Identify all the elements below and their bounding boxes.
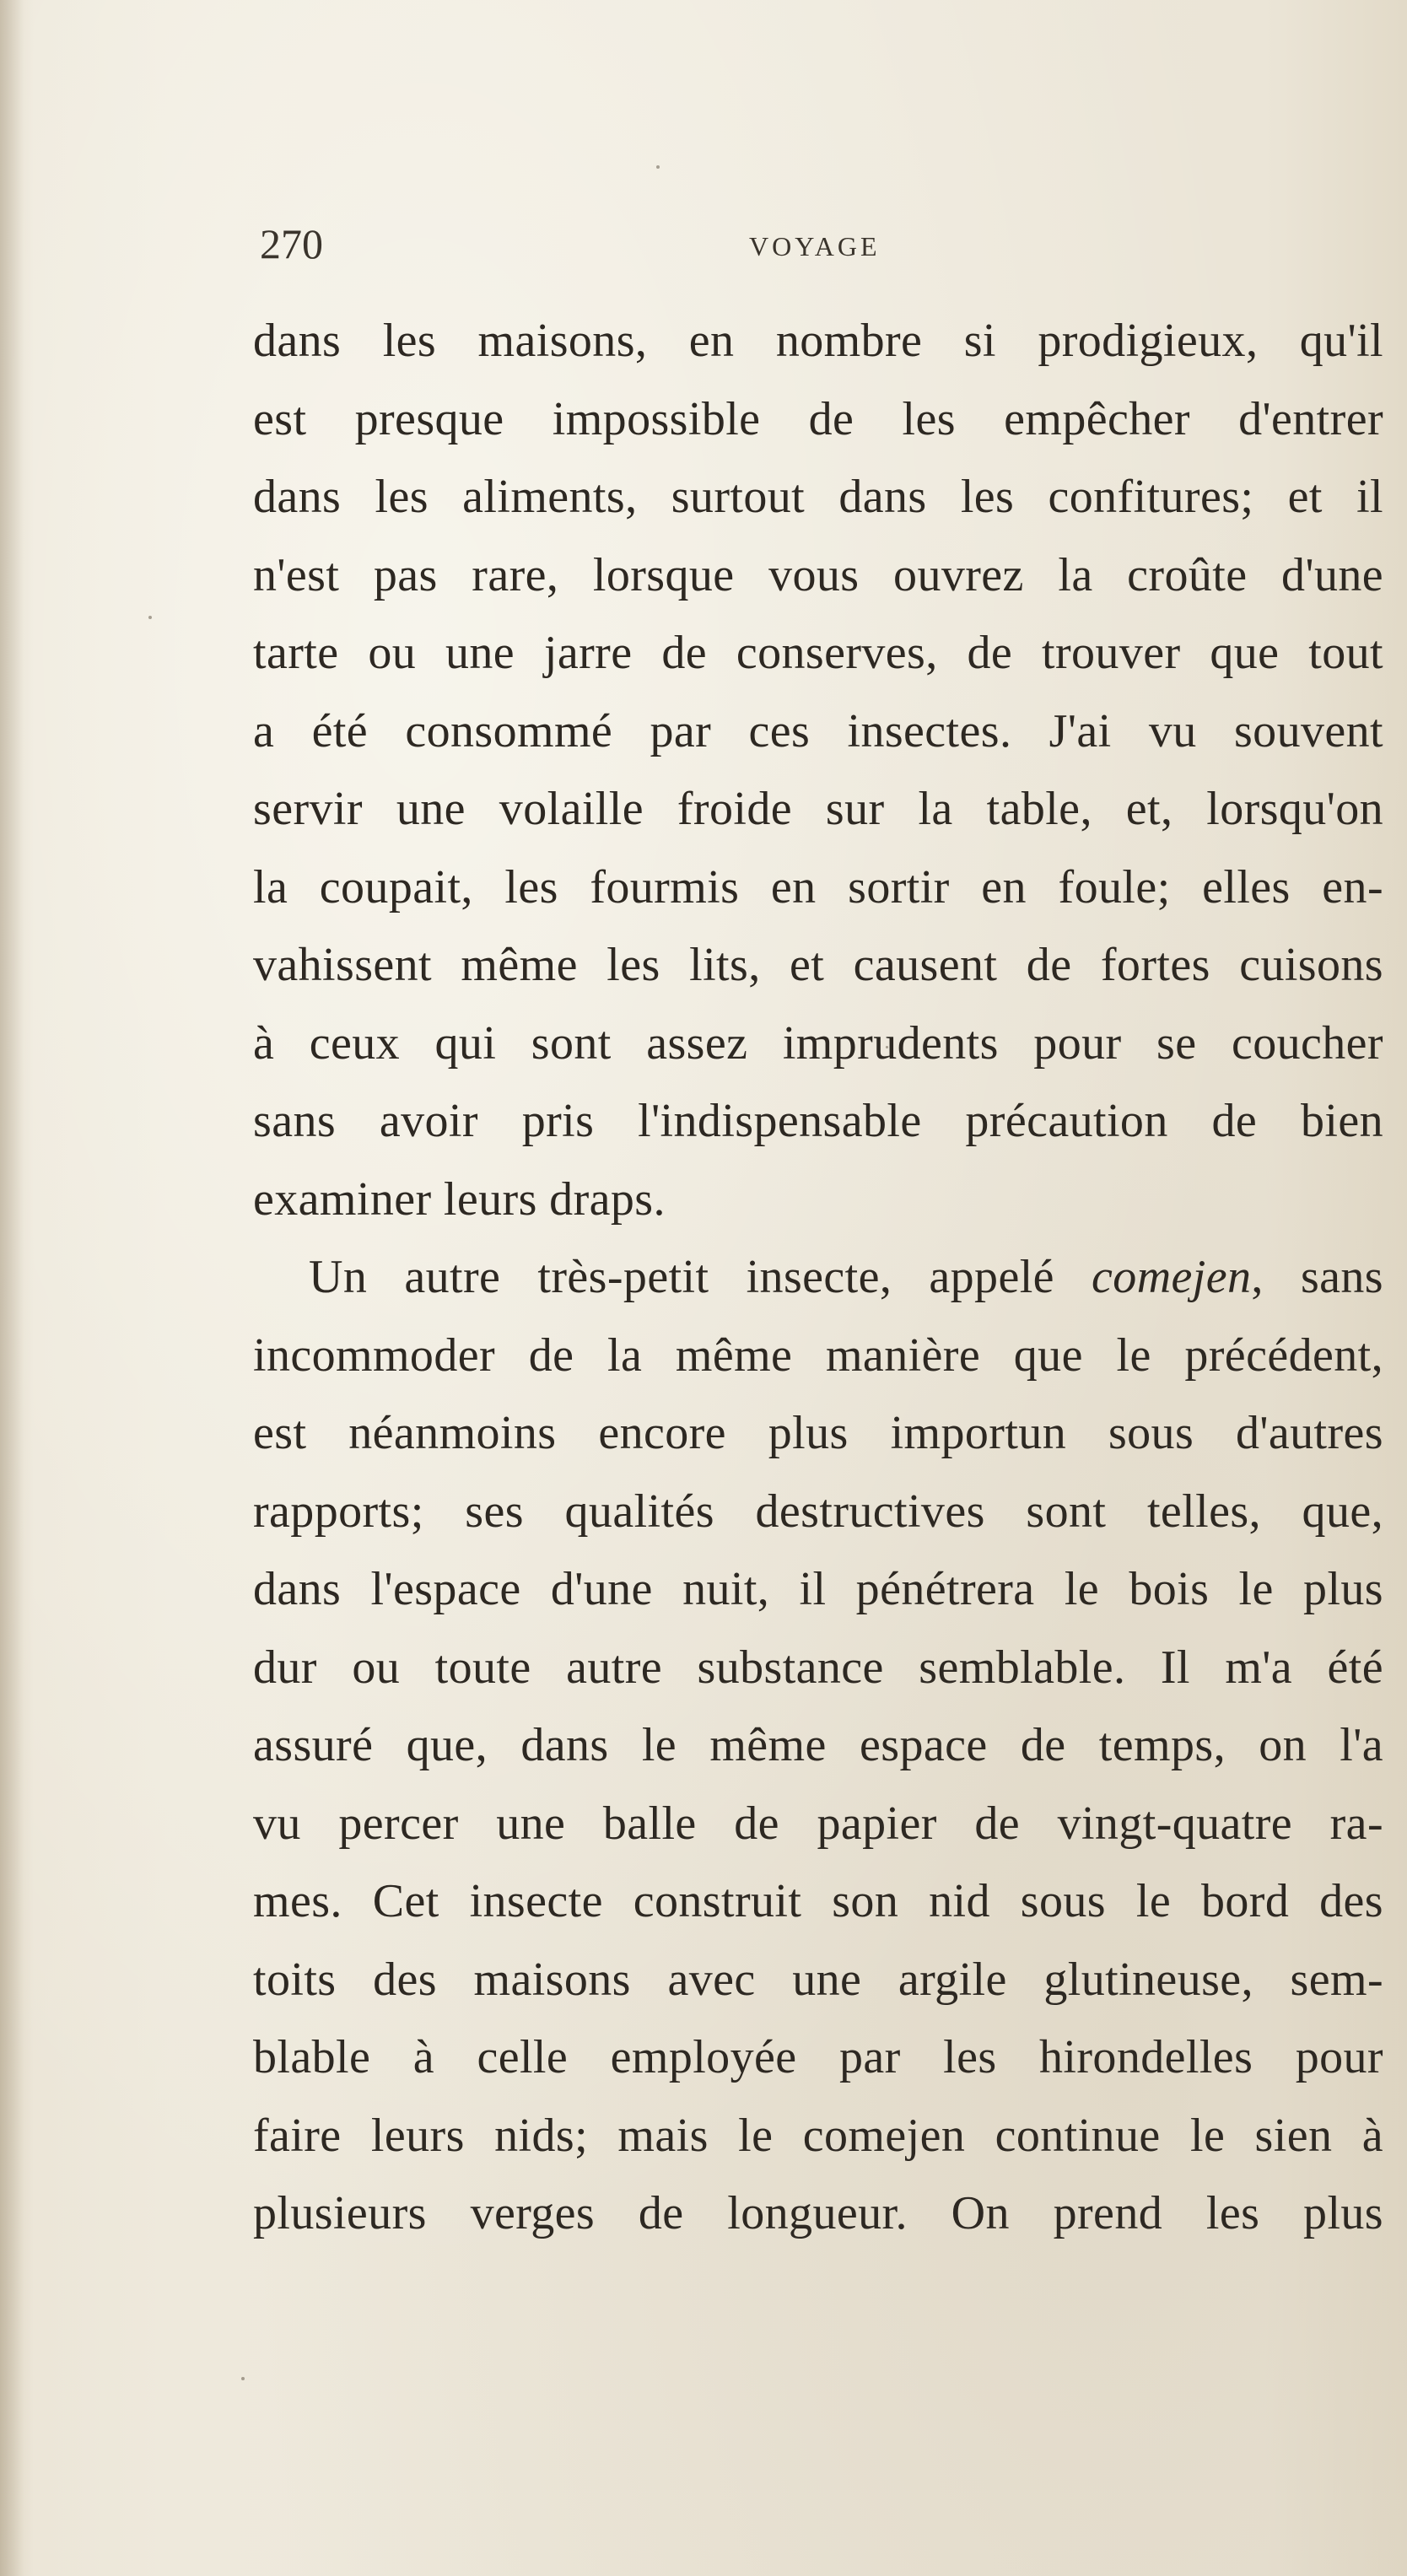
spine-shadow xyxy=(0,0,24,2576)
text-line: rapports; ses qualités destructives sont telles, que, xyxy=(253,1485,1383,1538)
text-line: plusieurs verges de longueur. On prend les plus xyxy=(253,2187,1383,2239)
text-line: est presque impossible de les empêcher d'entrer xyxy=(253,392,1383,445)
text-line: servir une volaille froide sur la table, et, lorsqu'on xyxy=(253,783,1383,835)
text-line: a été consommé par ces insectes. J'ai vu souvent xyxy=(253,704,1383,757)
paper-speck xyxy=(148,616,152,619)
text-line: la coupait, les fourmis en sortir en foule; elles en- xyxy=(253,860,1383,913)
text-line: n'est pas rare, lorsque vous ouvrez la croûte d'une xyxy=(253,548,1383,601)
text-line: faire leurs nids; mais le comejen continue le sien à xyxy=(253,2109,1383,2162)
paper-speck xyxy=(241,2377,245,2380)
text-line: dur ou toute autre substance semblable. Il m'a été xyxy=(253,1641,1383,1694)
page-header xyxy=(260,213,1378,272)
text-line-paragraph-end: examiner leurs draps. xyxy=(253,1172,666,1226)
running-head: VOYAGE xyxy=(749,231,881,261)
italic-term: comejen xyxy=(1092,1251,1252,1303)
text-line: dans l'espace d'une nuit, il pénétrera le bois le plus xyxy=(253,1563,1383,1615)
text-line: incommoder de la même manière que le précédent, xyxy=(253,1328,1383,1382)
page-number: 270 xyxy=(260,220,323,267)
text-line: blable à celle employée par les hirondelles pour xyxy=(253,2031,1383,2083)
paper-speck xyxy=(656,165,660,169)
text-line: mes. Cet insecte construit son nid sous le bord des xyxy=(253,1875,1383,1927)
text-line: vahissent même les lits, et causent de fortes cuisons xyxy=(253,939,1383,991)
text-line: toits des maisons avec une argile glutineuse, sem- xyxy=(253,1953,1383,2006)
text-line-paragraph-start: Un autre très-petit insecte, appelé comejen, sans xyxy=(309,1251,1383,1303)
text-line: assuré que, dans le même espace de temps, on l'a xyxy=(253,1719,1383,1771)
text-line: dans les maisons, en nombre si prodigieux, qu'il xyxy=(253,315,1383,367)
text-line: dans les aliments, surtout dans les confitures; et il xyxy=(253,471,1383,523)
text-line: sans avoir pris l'indispensable précaution de bien xyxy=(253,1095,1383,1147)
text-line: tarte ou une jarre de conserves, de trouver que tout xyxy=(253,627,1383,679)
text-line: à ceux qui sont assez imprudents pour se coucher xyxy=(253,1016,1383,1070)
text-line: vu percer une balle de papier de vingt-quatre ra- xyxy=(253,1797,1383,1850)
text-line: est néanmoins encore plus importun sous d'autres xyxy=(253,1407,1383,1459)
body-text xyxy=(253,302,1383,2253)
